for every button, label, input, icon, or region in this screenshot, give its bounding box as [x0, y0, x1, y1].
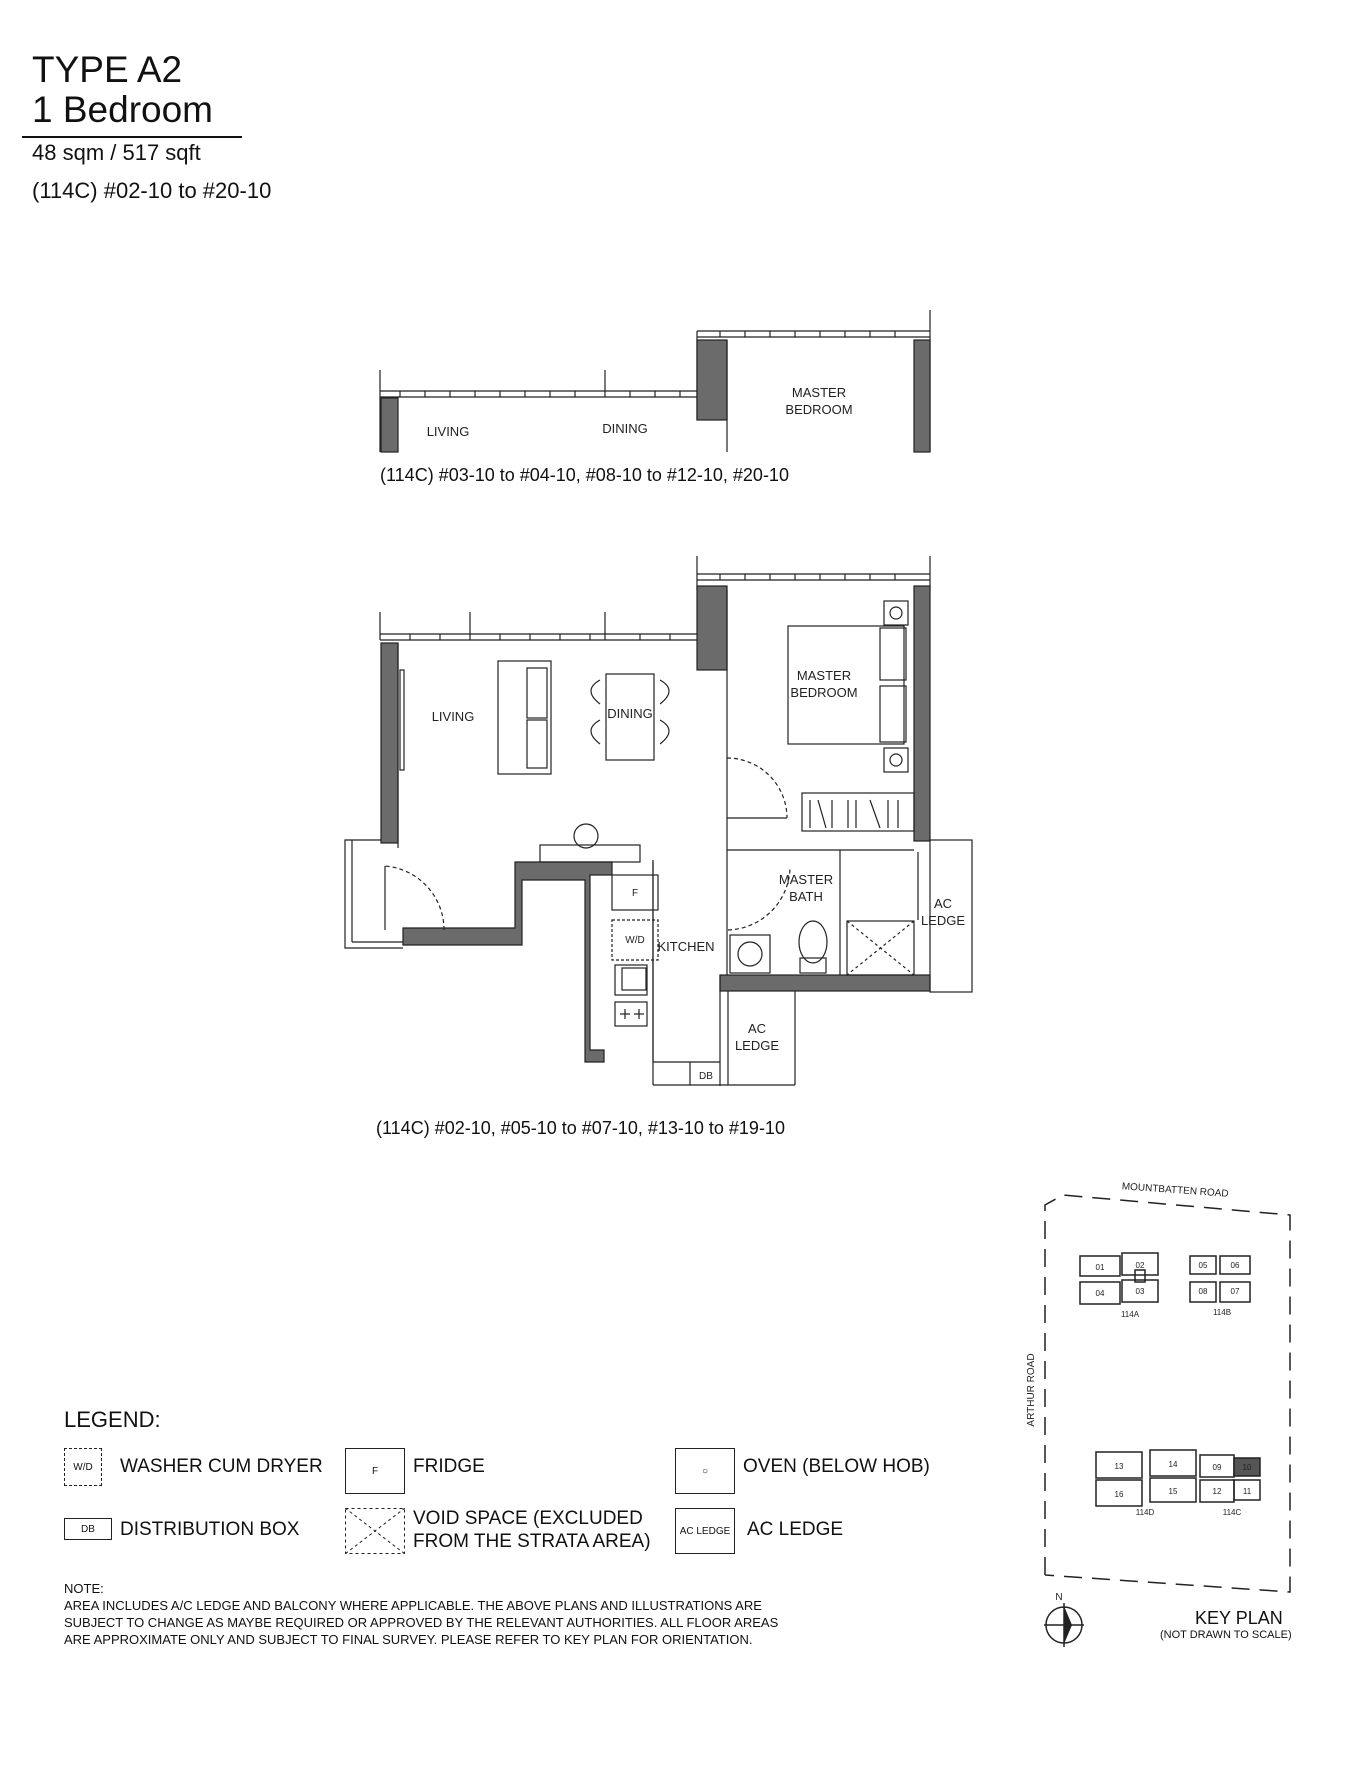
unit-05: 05	[1198, 1261, 1208, 1270]
road-left-label: ARTHUR ROAD	[1026, 1353, 1037, 1427]
key-plan	[1044, 1195, 1290, 1647]
block-114a-label: 114A	[1120, 1310, 1140, 1319]
plan-main	[345, 556, 972, 1086]
note-line-2: SUBJECT TO CHANGE AS MAYBE REQUIRED OR APPROVED BY THE RELEVANT AUTHORITIES. ALL FLOOR AREAS	[64, 1615, 779, 1630]
legend-void-symbol	[345, 1508, 405, 1554]
unit-range: (114C) #02-10 to #20-10	[32, 178, 272, 203]
unit-03: 03	[1135, 1287, 1145, 1296]
bedroom-count: 1 Bedroom	[32, 89, 213, 130]
block-114b-label: 114B	[1212, 1308, 1232, 1317]
north-arrow-icon	[1064, 1606, 1072, 1644]
unit-13: 13	[1114, 1462, 1124, 1471]
washer-symbol: W/D	[625, 935, 645, 946]
legend-ac-ledge-symbol: AC LEDGE	[675, 1508, 735, 1554]
ac-ledge-2-label-2: LEDGE	[734, 1038, 780, 1053]
legend-fridge-symbol: F	[345, 1448, 405, 1494]
fridge-symbol: F	[631, 888, 639, 899]
unit-10-highlight: 10	[1242, 1463, 1252, 1472]
top-living-label: LIVING	[426, 424, 470, 439]
unit-12: 12	[1212, 1487, 1222, 1496]
legend-oven-symbol: ○	[675, 1448, 735, 1494]
top-master-label: MASTER	[791, 385, 847, 400]
unit-15: 15	[1168, 1487, 1178, 1496]
kitchen-label: KITCHEN	[657, 939, 715, 954]
ac-ledge-2-label-1: AC	[747, 1021, 767, 1036]
legend-db-symbol: DB	[64, 1518, 112, 1540]
ac-ledge-1-label-1: AC	[933, 896, 953, 911]
key-plan-subtitle: (NOT DRAWN TO SCALE)	[1160, 1629, 1292, 1641]
block-114d-label: 114D	[1135, 1508, 1155, 1517]
plan-top-caption: (114C) #03-10 to #04-10, #08-10 to #12-10, #20-10	[380, 465, 789, 485]
road-top-label: MOUNTBATTEN ROAD	[1121, 1181, 1229, 1200]
unit-14: 14	[1168, 1460, 1178, 1469]
legend-washer-label: WASHER CUM DRYER	[120, 1456, 323, 1477]
master-bedroom-label-1: MASTER	[796, 668, 852, 683]
ac-ledge-1-label-2: LEDGE	[920, 913, 966, 928]
note-title: NOTE:	[64, 1581, 104, 1596]
unit-06: 06	[1230, 1261, 1240, 1270]
key-plan-title: KEY PLAN	[1195, 1608, 1283, 1628]
unit-16: 16	[1114, 1490, 1124, 1499]
dining-label: DINING	[607, 706, 653, 721]
plan-main-caption: (114C) #02-10, #05-10 to #07-10, #13-10 to #19-10	[376, 1118, 785, 1138]
master-bath-label-1: MASTER	[778, 872, 834, 887]
note-line-1: AREA INCLUDES A/C LEDGE AND BALCONY WHERE APPLICABLE. THE ABOVE PLANS AND ILLUSTRATIONS ARE	[64, 1598, 762, 1613]
north-label: N	[1055, 1592, 1063, 1603]
db-symbol: DB	[699, 1071, 713, 1082]
unit-09: 09	[1212, 1463, 1222, 1472]
top-dining-label: DINING	[602, 421, 648, 436]
note-block	[64, 1580, 864, 1648]
master-bedroom-label-2: BEDROOM	[790, 685, 858, 700]
legend-fridge-label: FRIDGE	[413, 1456, 485, 1477]
master-bath-label-2: BATH	[789, 889, 823, 904]
unit-11: 11	[1242, 1487, 1252, 1496]
legend-void-label-2: FROM THE STRATA AREA)	[413, 1531, 651, 1552]
block-114c-label: 114C	[1222, 1508, 1242, 1517]
unit-01: 01	[1095, 1263, 1105, 1272]
unit-08: 08	[1198, 1287, 1208, 1296]
legend-heading: LEGEND:	[64, 1407, 161, 1432]
unit-type-title: TYPE A2	[32, 49, 183, 90]
living-label: LIVING	[431, 709, 475, 724]
top-bedroom-label: BEDROOM	[785, 402, 853, 417]
legend-oven-label: OVEN (BELOW HOB)	[743, 1456, 930, 1477]
legend-void-label-1: VOID SPACE (EXCLUDED	[413, 1508, 643, 1529]
note-line-3: ARE APPROXIMATE ONLY AND SUBJECT TO FINAL SURVEY. PLEASE REFER TO KEY PLAN FOR ORIENTATION.	[64, 1632, 753, 1647]
legend-washer-symbol: W/D	[64, 1448, 102, 1486]
legend-db-label: DISTRIBUTION BOX	[120, 1519, 300, 1540]
unit-07: 07	[1230, 1287, 1240, 1296]
legend-ac-ledge-label: AC LEDGE	[747, 1519, 844, 1540]
unit-area: 48 sqm / 517 sqft	[32, 140, 201, 165]
unit-02: 02	[1135, 1261, 1145, 1270]
unit-04: 04	[1095, 1289, 1105, 1298]
